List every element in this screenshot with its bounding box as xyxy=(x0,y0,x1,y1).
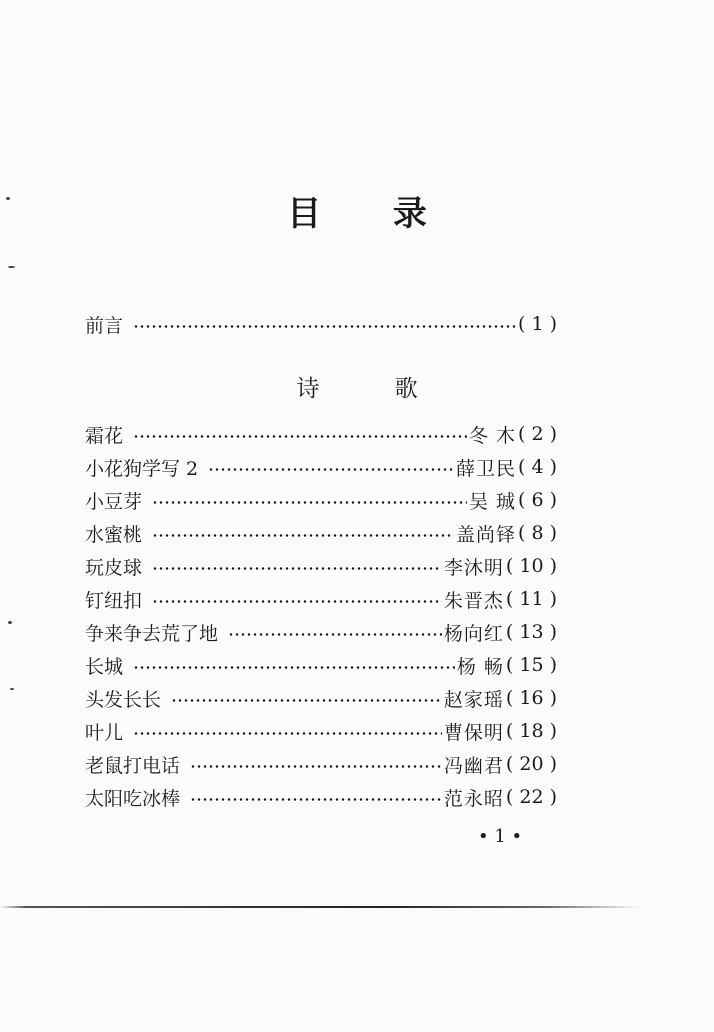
toc-row xyxy=(85,518,557,548)
dot-leader xyxy=(133,435,467,438)
toc-row-preface xyxy=(85,309,557,339)
toc-page-number: ( 1 ) xyxy=(518,313,557,335)
toc-entry-title: 叶儿 xyxy=(85,721,124,744)
toc-page-number: ( 10 ) xyxy=(505,555,557,577)
dot-leader xyxy=(133,325,516,328)
toc-entry-title: 霜花 xyxy=(85,424,124,447)
toc-entry-author: 李沐明 xyxy=(443,556,504,579)
toc-row xyxy=(85,551,557,581)
toc-entry-author: 范永昭 xyxy=(443,787,504,810)
toc-entry-title: 争来争去荒了地 xyxy=(85,622,219,645)
toc-page-number: ( 22 ) xyxy=(505,786,557,808)
toc-entry-author: 杨向红 xyxy=(443,622,504,645)
scan-speck xyxy=(6,197,10,200)
toc-page-number: ( 4 ) xyxy=(518,456,557,478)
dot-leader xyxy=(152,567,442,570)
toc-row xyxy=(85,683,557,713)
toc-entry-title: 小花狗学写 2 xyxy=(85,457,199,480)
toc-entry-author: 赵家瑶 xyxy=(443,688,504,711)
toc-row xyxy=(85,716,557,746)
toc-page-number: ( 11 ) xyxy=(505,588,557,610)
toc-page-number: ( 15 ) xyxy=(505,654,557,676)
toc-page-number: ( 13 ) xyxy=(505,621,557,643)
toc-row xyxy=(85,782,557,812)
toc-row xyxy=(85,584,557,614)
toc-entry-title: 钉纽扣 xyxy=(85,589,143,612)
scan-speck xyxy=(8,266,15,268)
toc-page-number: ( 18 ) xyxy=(505,720,557,742)
toc-entry-title: 小豆芽 xyxy=(85,490,143,513)
toc-entry-title: 太阳吃冰棒 xyxy=(85,787,181,810)
section-heading: 诗 歌 xyxy=(296,376,452,402)
dot-leader xyxy=(152,600,442,603)
toc-entry-author: 冯幽君 xyxy=(443,754,504,777)
toc-entry-author: 朱晋杰 xyxy=(443,589,504,612)
dot-leader xyxy=(152,534,454,537)
toc-page-number: ( 2 ) xyxy=(518,423,557,445)
toc-entry-title: 前言 xyxy=(85,314,124,337)
toc-page-number: ( 20 ) xyxy=(505,753,557,775)
dot-leader xyxy=(133,732,442,735)
page-title: 目 录 xyxy=(287,194,457,234)
toc-entry-author: 曹保明 xyxy=(443,721,504,744)
dot-leader xyxy=(228,633,442,636)
toc-row xyxy=(85,650,557,680)
page-number: • 1 • xyxy=(478,826,523,847)
toc-entry-author: 薛卫民 xyxy=(455,457,516,480)
toc-entry-title: 水蜜桃 xyxy=(85,523,143,546)
dot-leader xyxy=(171,699,442,702)
scan-speck xyxy=(10,688,14,690)
toc-entry-title: 头发长长 xyxy=(85,688,162,711)
toc-entry-title: 老鼠打电话 xyxy=(85,754,181,777)
toc-entry-author: 杨 畅 xyxy=(456,655,504,678)
dot-leader xyxy=(190,765,442,768)
toc-row xyxy=(85,749,557,779)
dot-leader xyxy=(208,468,454,471)
toc-page-number: ( 6 ) xyxy=(518,489,557,511)
scan-edge-line xyxy=(0,906,640,908)
toc-page-number: ( 8 ) xyxy=(518,522,557,544)
toc-entry-author: 吴 珹 xyxy=(468,490,516,513)
scan-speck xyxy=(8,621,12,624)
toc-row xyxy=(85,452,557,482)
toc-page-number: ( 16 ) xyxy=(505,687,557,709)
toc-entry-author: 盖尚铎 xyxy=(455,523,516,546)
toc-row xyxy=(85,617,557,647)
dot-leader xyxy=(152,501,467,504)
toc-row xyxy=(85,419,557,449)
toc-entry-author: 冬 木 xyxy=(468,424,516,447)
dot-leader xyxy=(190,798,442,801)
toc-entry-title: 长城 xyxy=(85,655,124,678)
dot-leader xyxy=(133,666,455,669)
toc-entry-title: 玩皮球 xyxy=(85,556,143,579)
toc-row xyxy=(85,485,557,515)
